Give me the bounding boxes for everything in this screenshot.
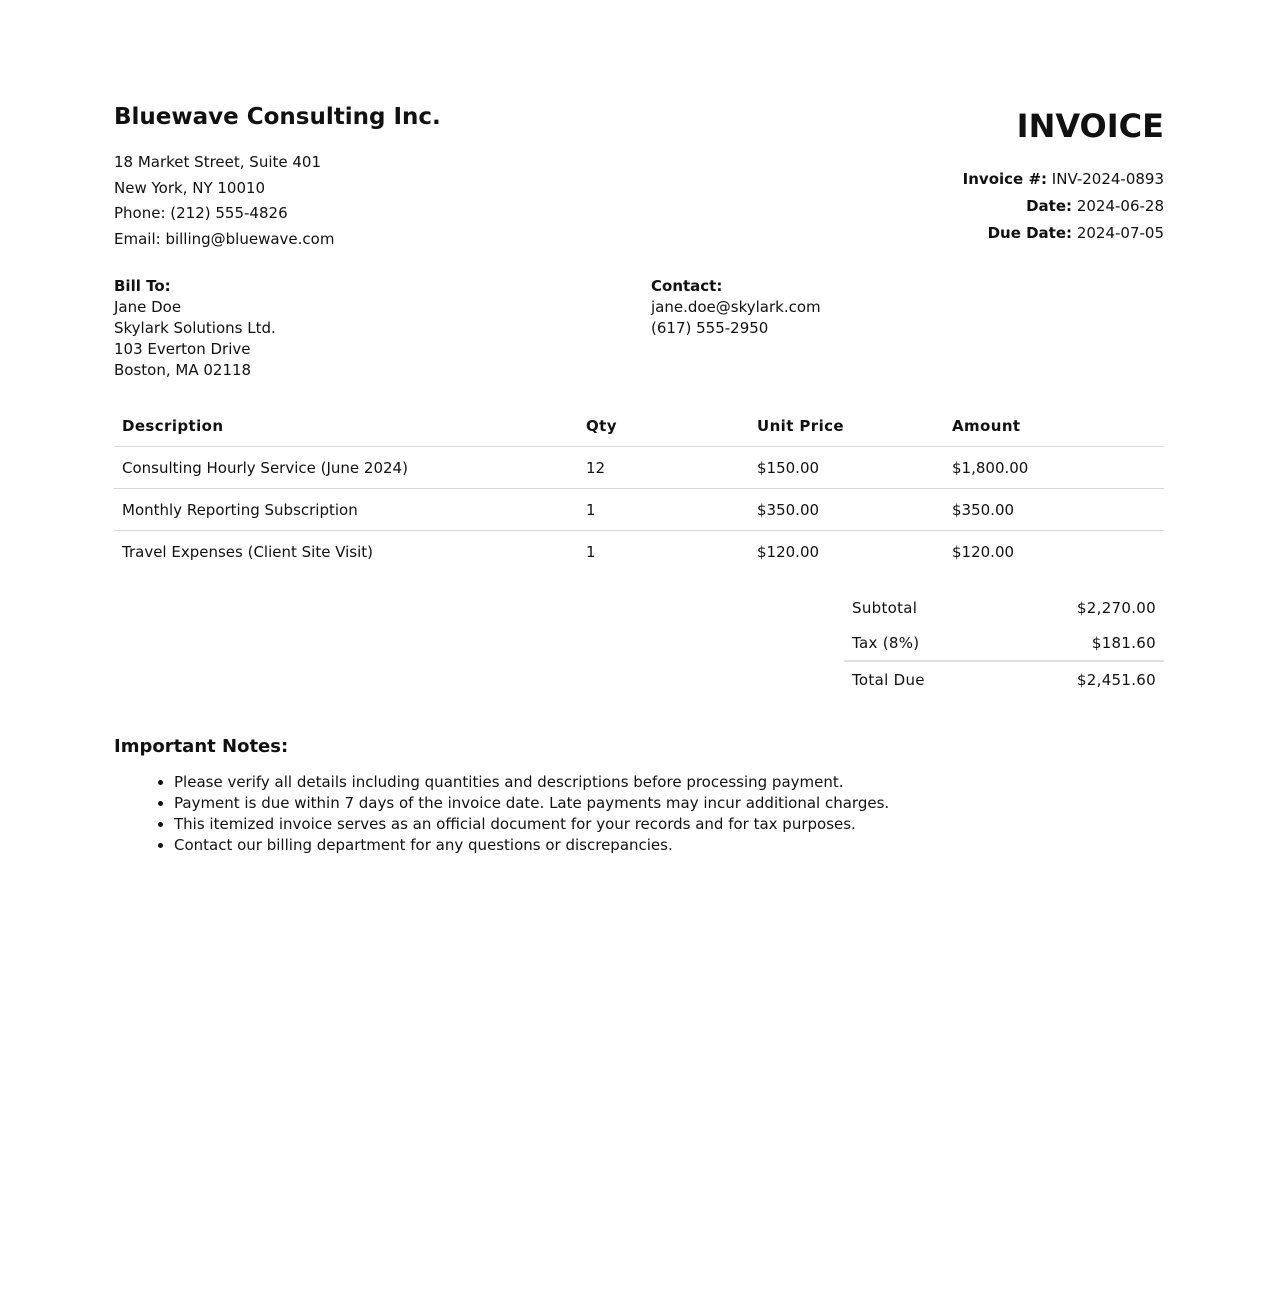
total-due-row (844, 660, 1164, 698)
cell-description: Consulting Hourly Service (June 2024) (114, 447, 578, 489)
company-info (114, 100, 441, 253)
subtotal-row (844, 590, 1164, 625)
header-qty: Qty (578, 406, 749, 447)
invoice-date-line (963, 193, 1164, 220)
cell-description: Travel Expenses (Client Site Visit) (122, 542, 374, 561)
bill-to-name: Jane Doe (114, 298, 182, 316)
invoice-date: 2024-06-28 (1076, 197, 1164, 215)
invoice-title: INVOICE (1016, 107, 1164, 145)
invoice-meta (963, 104, 1164, 247)
line-items-table (114, 406, 1164, 572)
invoice-number-label: Invoice #: (962, 170, 1048, 188)
subtotal-value: $2,270.00 (1076, 598, 1156, 617)
contact (651, 276, 821, 339)
total-due-label: Total Due (852, 671, 925, 689)
list-item: • Contact our billing department for any questions or discrepancies. (174, 835, 1164, 856)
bill-to-company: Skylark Solutions Ltd. (114, 319, 276, 337)
company-name: Bluewave Consulting Inc. (114, 104, 441, 130)
contact-label: Contact: (651, 277, 723, 295)
cell-unit-price: $120.00 (757, 542, 820, 561)
company-address-line1: 18 Market Street, Suite 401 (114, 153, 322, 171)
header-amount: Amount (944, 406, 1164, 447)
subtotal-label: Subtotal (852, 598, 918, 617)
invoice-page (114, 0, 1164, 856)
contact-email: jane.doe@skylark.com (651, 298, 821, 316)
header-description: Description (114, 406, 578, 447)
cell-amount: $350.00 (944, 489, 1164, 531)
table-row (114, 489, 1164, 531)
invoice-date-label: Date: (1026, 197, 1073, 215)
notes-list (114, 772, 1164, 856)
table-row (114, 531, 1164, 573)
cell-qty: 1 (578, 489, 749, 531)
cell-qty: 12 (578, 447, 749, 489)
company-phone: Phone: (212) 555-4826 (114, 204, 288, 223)
bill-to (114, 276, 276, 381)
total-due-value: $2,451.60 (1076, 671, 1156, 689)
table-row (114, 447, 1164, 489)
cell-qty: 1 (586, 542, 596, 561)
cell-amount: $1,800.00 (944, 447, 1164, 489)
notes-section (114, 734, 1164, 856)
tax-value: $181.60 (1091, 633, 1156, 652)
cell-unit-price: $350.00 (749, 489, 944, 531)
notes-title: Important Notes: (114, 736, 289, 757)
tax-row (844, 625, 1164, 660)
list-item: • Please verify all details including quantities and descriptions before processing payment. (174, 772, 1164, 793)
billing-section (114, 276, 1164, 406)
list-item: • This itemized invoice serves as an official document for your records and for tax purposes. (174, 814, 1164, 835)
invoice-number: INV-2024-0893 (1051, 170, 1164, 188)
cell-description: Monthly Reporting Subscription (114, 489, 578, 531)
invoice-header (114, 100, 1164, 260)
bill-to-city: Boston, MA 02118 (114, 361, 252, 379)
bill-to-street: 103 Everton Drive (114, 340, 251, 358)
cell-unit-price: $150.00 (749, 447, 944, 489)
invoice-due-date-label: Due Date: (987, 224, 1073, 242)
tax-label: Tax (8%) (852, 633, 920, 652)
invoice-due-date: 2024-07-05 (1076, 224, 1164, 242)
cell-amount: $120.00 (952, 542, 1015, 561)
table-header-row (114, 406, 1164, 447)
list-item: • Payment is due within 7 days of the invoice date. Late payments may incur additional charges. (174, 793, 1164, 814)
contact-phone: (617) 555-2950 (651, 319, 769, 337)
header-unit-price: Unit Price (749, 406, 944, 447)
invoice-due-date-line (963, 220, 1164, 247)
invoice-number-line (963, 166, 1164, 193)
company-address-line2: New York, NY 10010 (114, 178, 266, 197)
bill-to-label: Bill To: (114, 277, 171, 295)
totals-block (844, 590, 1164, 698)
company-email: Email: billing@bluewave.com (114, 230, 335, 249)
